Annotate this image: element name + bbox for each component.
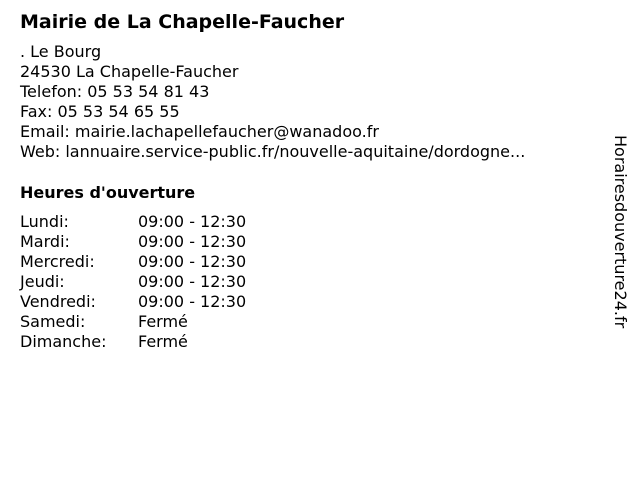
hours-row-wednesday [20, 252, 600, 272]
hours-row-thursday [20, 272, 600, 292]
time-value: Fermé [138, 332, 188, 351]
time-value: 09:00 - 12:30 [138, 272, 247, 291]
hours-list [20, 212, 600, 352]
day-label: Jeudi: [20, 272, 65, 291]
day-label: Dimanche: [20, 332, 107, 351]
time-value: 09:00 - 12:30 [138, 212, 247, 231]
day-label: Vendredi: [20, 292, 96, 311]
phone-line: Telefon: 05 53 54 81 43 [20, 82, 210, 101]
time-value: 09:00 - 12:30 [138, 292, 247, 311]
day-label: Mercredi: [20, 252, 95, 271]
info-card [20, 10, 600, 352]
site-watermark: Horairesdouverture24.fr [611, 135, 630, 329]
time-value: 09:00 - 12:30 [138, 252, 247, 271]
hours-heading: Heures d'ouverture [20, 183, 196, 202]
day-label: Lundi: [20, 212, 69, 231]
time-value: Fermé [138, 312, 188, 331]
hours-row-friday [20, 292, 600, 312]
email-line: Email: mairie.lachapellefaucher@wanadoo.fr [20, 122, 379, 141]
fax-line: Fax: 05 53 54 65 55 [20, 102, 180, 121]
hours-row-monday [20, 212, 600, 232]
time-value: 09:00 - 12:30 [138, 232, 247, 251]
hours-row-sunday [20, 332, 600, 352]
address-city: 24530 La Chapelle-Faucher [20, 62, 239, 81]
day-label: Mardi: [20, 232, 70, 251]
hours-row-saturday [20, 312, 600, 332]
address-street: . Le Bourg [20, 42, 102, 61]
day-label: Samedi: [20, 312, 86, 331]
hours-row-tuesday [20, 232, 600, 252]
page-title: Mairie de La Chapelle-Faucher [20, 11, 345, 33]
web-line: Web: lannuaire.service-public.fr/nouvelle-aquitaine/dordogne... [20, 142, 526, 161]
